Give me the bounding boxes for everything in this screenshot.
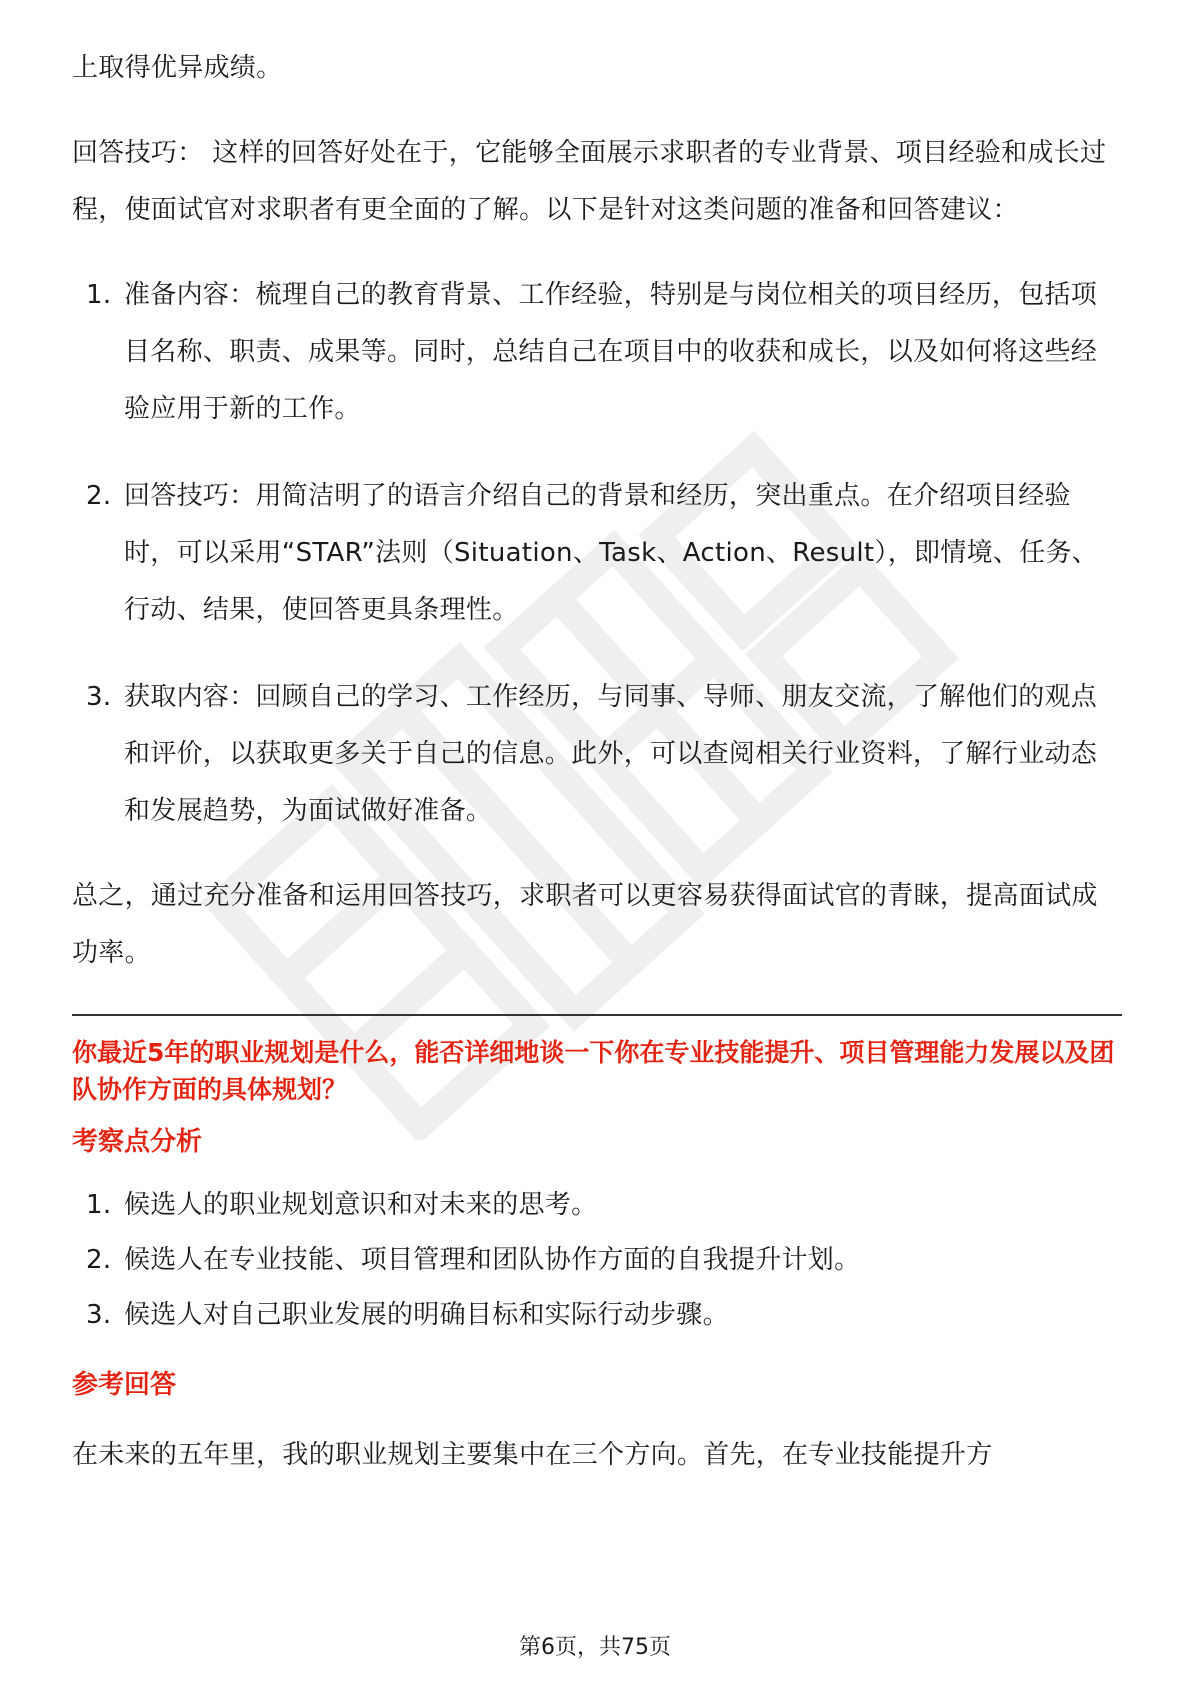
list-item-text: 回答技巧：用简洁明了的语言介绍自己的背景和经历，突出重点。在介绍项目经验时，可以采用“STAR”法则（Situation、Task、Action、Result），即情境、任务、行动、结果，使回答更具条理性。 (124, 481, 1099, 625)
list-item-text: 候选人对自己职业发展的明确目标和实际行动步骤。 (124, 1300, 729, 1330)
list-number: 2. (86, 481, 112, 511)
page-number: 第6页，共75页 (519, 1635, 671, 1660)
question-heading: 你最近5年的职业规划是什么，能否详细地谈一下你在专业技能提升、项目管理能力发展以及团队协作方面的具体规划？ (72, 1038, 1115, 1104)
main-content (72, 40, 1122, 1484)
section-divider (72, 1014, 1122, 1016)
list-item (72, 1178, 1122, 1233)
analysis-title: 考察点分析 (72, 1127, 203, 1157)
answer-title: 参考回答 (72, 1370, 177, 1400)
list-number: 1. (86, 1190, 112, 1220)
list-item (72, 1233, 1122, 1288)
list-item (72, 1288, 1122, 1343)
list-item-text: 准备内容：梳理自己的教育背景、工作经验，特别是与岗位相关的项目经历，包括项目名称、职责、成果等。同时，总结自己在项目中的收获和成长，以及如何将这些经验应用于新的工作。 (124, 280, 1098, 424)
answer-paragraph: 在未来的五年里，我的职业规划主要集中在三个方向。首先，在专业技能提升方 (72, 1440, 993, 1470)
list-item (72, 669, 1122, 840)
analysis-list (72, 1178, 1122, 1343)
list-item-text: 候选人在专业技能、项目管理和团队协作方面的自我提升计划。 (124, 1245, 861, 1275)
tips-list (72, 267, 1122, 840)
continued-text: 上取得优异成绩。 (72, 53, 283, 83)
list-number: 3. (86, 1300, 112, 1330)
list-item-text: 候选人的职业规划意识和对未来的思考。 (124, 1190, 598, 1220)
list-item (72, 267, 1122, 438)
list-item (72, 468, 1122, 639)
summary-paragraph: 总之，通过充分准备和运用回答技巧，求职者可以更容易获得面试官的青睐，提高面试成功率。 (72, 881, 1098, 968)
list-number: 3. (86, 682, 112, 712)
list-number: 2. (86, 1245, 112, 1275)
list-number: 1. (86, 280, 112, 310)
list-item-text: 获取内容：回顾自己的学习、工作经历，与同事、导师、朋友交流，了解他们的观点和评价，以获取更多关于自己的信息。此外，可以查阅相关行业资料，了解行业动态和发展趋势，为面试做好准备。 (124, 682, 1098, 826)
tips-paragraph: 回答技巧： 这样的回答好处在于，它能够全面展示求职者的专业背景、项目经验和成长过程，使面试官对求职者有更全面的了解。以下是针对这类问题的准备和回答建议： (72, 138, 1107, 225)
